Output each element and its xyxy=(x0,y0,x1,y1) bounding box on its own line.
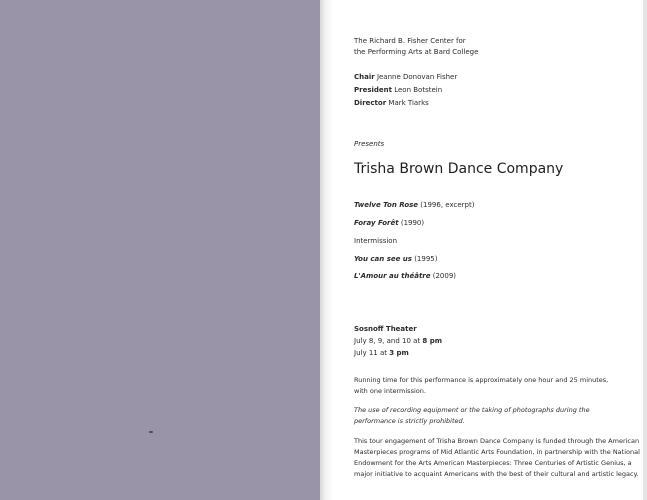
staff-president xyxy=(354,86,442,95)
running-time-note: Running time for this performance is approximately one hour and 25 minutes, with one intermission. xyxy=(354,376,609,395)
work-title: You can see us xyxy=(354,255,412,263)
company-title: Trisha Brown Dance Company xyxy=(354,161,564,177)
staff-role: Chair xyxy=(354,73,375,81)
work-year: (1990) xyxy=(400,219,425,227)
work-title: Twelve Ton Rose xyxy=(354,201,419,209)
work-title: Foray Forêt xyxy=(354,219,399,227)
time-text: 3 pm xyxy=(389,349,409,357)
performance-dates-2 xyxy=(354,349,409,358)
staff-role: President xyxy=(354,86,392,94)
venue-name: Sosnoff Theater xyxy=(354,325,417,333)
cover-panel xyxy=(0,0,320,500)
recording-notice: The use of recording equipment or the taking of photographs during the performance is strictly prohibited. xyxy=(354,406,590,425)
work-title: L'Amour au théâtre xyxy=(354,272,431,280)
staff-director xyxy=(354,99,429,108)
staff-role: Director xyxy=(354,99,387,107)
program-item xyxy=(354,201,474,210)
presents-label: Presents xyxy=(354,140,385,148)
program-item xyxy=(354,272,456,281)
date-text: July 11 at xyxy=(354,349,390,357)
speck-mark xyxy=(149,431,153,433)
time-text: 8 pm xyxy=(422,337,443,345)
program-item xyxy=(354,255,437,264)
work-year: (1996, excerpt) xyxy=(420,201,475,209)
work-year: (2009) xyxy=(432,272,457,280)
intermission-label: Intermission xyxy=(354,237,398,245)
staff-name: Mark Tiarks xyxy=(388,99,429,107)
header-line-2: the Performing Arts at Bard College xyxy=(354,48,479,56)
staff-chair xyxy=(354,73,457,82)
staff-name: Leon Botstein xyxy=(394,86,443,94)
program-item xyxy=(354,219,424,228)
work-year: (1995) xyxy=(414,255,438,263)
program-intermission xyxy=(354,237,397,246)
page-fold xyxy=(320,0,334,500)
header-line-1: The Richard B. Fisher Center for xyxy=(354,37,466,45)
funding-credit: This tour engagement of Trisha Brown Dance Company is funded through the American Masterpieces programs of Mid Atlantic Arts Foundation, in partnership with the National Endowment for the Arts American Masterpieces: Three Centuries of Artistic Genius, a major initiative to acquaint Americans with the best of their cultural and artistic legacy. xyxy=(354,437,640,478)
page-edge xyxy=(643,0,647,500)
date-text: July 8, 9, and 10 at xyxy=(354,337,423,345)
staff-name: Jeanne Donovan Fisher xyxy=(376,73,458,81)
performance-dates-1 xyxy=(354,337,442,346)
